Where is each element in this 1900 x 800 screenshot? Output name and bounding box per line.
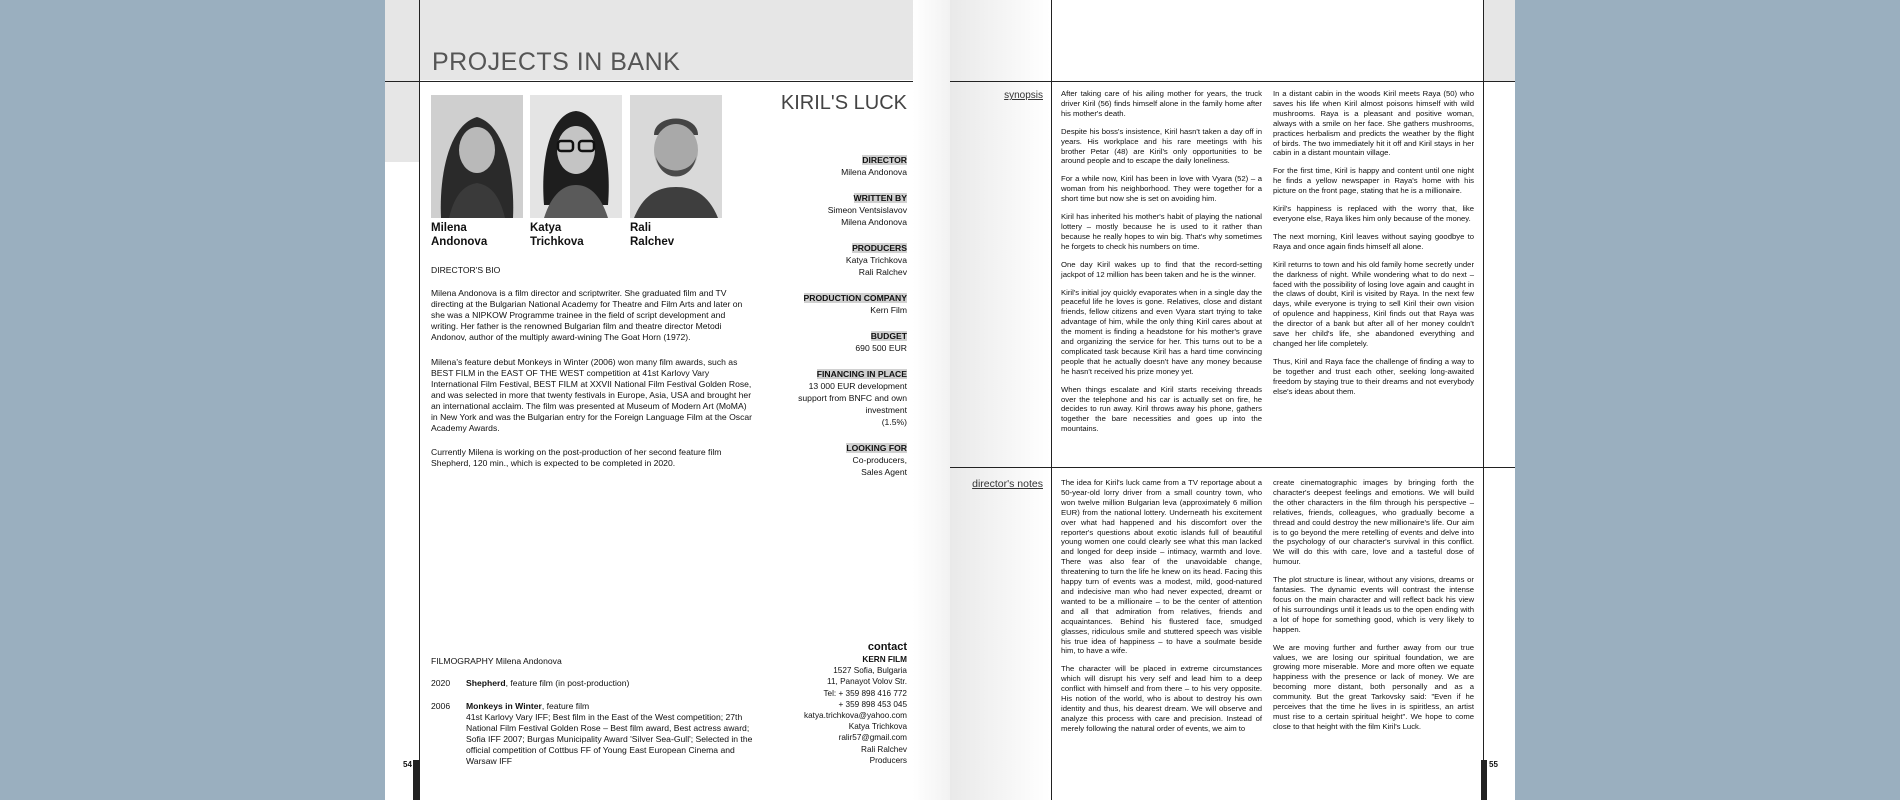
- person-first-name: Milena: [431, 222, 467, 234]
- looking-for-line: Co-producers,: [852, 455, 907, 465]
- contact-line: + 359 898 453 045: [838, 699, 907, 709]
- synopsis-paragraph: Kiril's initial joy quickly evaporates when in a single day the peaceful life he loves is gone. Relatives, close and distant friends, fellow citizens and even Vyara start trying to take advantage of him, while the only thing Kiril cares about at the moment is finding a headstone for his mother's grave and organizing the service for her. This turns out to be a complicated task because Kiril has a hard time convincing people that he actually doesn't have any money because he hasn't received his prize money yet.: [1061, 287, 1262, 376]
- contact-email[interactable]: katya.trichkova@yahoo.com: [804, 711, 907, 721]
- looking-for-line: Sales Agent: [861, 467, 907, 477]
- person-last-name: Trichkova: [530, 236, 584, 248]
- portrait-photo-katya: [530, 95, 622, 218]
- synopsis-paragraph: In a distant cabin in the woods Kiril meets Raya (50) who saves his life when Kiril almost poisons himself with wild mushrooms. Raya is a pleasant and positive woman, always with a smile on her face. She gathers mushrooms, practices herbalism and predicts the weather by the flight of birds. The two immediately hit it off and Kiril stays in her cabin in a distant mountain village.: [1273, 89, 1474, 158]
- director-label: DIRECTOR: [862, 155, 907, 165]
- notes-paragraph: We are moving further and further away from our true values, we are losing our spiritual foundation, we are growing more miserable. More and more often we equate happiness with the presence or lack of money. We are becoming more distant, both personally and as a community. But the great Tarkovsky said: "Even if he perceives that the time he lives in is spiritless, an artist must rise to a certain spiritual height". We hope to come close to that height with the film Kiril's Luck.: [1273, 642, 1474, 731]
- financing-line: (1.5%): [881, 417, 907, 427]
- person-last-name: Andonova: [431, 236, 488, 248]
- portrait-photo-milena: [431, 95, 523, 218]
- director-name: Milena Andonova: [841, 167, 907, 177]
- contact-heading: contact: [867, 641, 907, 653]
- written-by-label: WRITTEN BY: [853, 193, 907, 203]
- person-first-name: Katya: [530, 222, 562, 234]
- looking-for-label: LOOKING FOR: [846, 443, 907, 453]
- header-band-right: [1483, 0, 1515, 82]
- contact-block: [804, 640, 907, 766]
- budget-label: BUDGET: [870, 331, 907, 341]
- financing-label: FINANCING IN PLACE: [816, 369, 907, 379]
- directors-notes-label: director's notes: [972, 478, 1043, 490]
- synopsis-paragraph: When things escalate and Kiril starts receiving threads over the telephone and his car is actually set on fire, he decides to run away. Kiril throws away his phone, gathers together the bare necessities and goes up into the mountains.: [1061, 384, 1262, 434]
- synopsis-label: synopsis: [1004, 90, 1043, 101]
- synopsis-paragraph: Thus, Kiril and Raya face the challenge of finding a way to be together and trust each other, seeking long-awaited freedom by staying true to their dreams and not everybody else's ideas about them.: [1273, 356, 1474, 396]
- synopsis-column-1: [1061, 89, 1262, 442]
- writer-name: Milena Andonova: [841, 217, 907, 227]
- synopsis-paragraph: After taking care of his ailing mother for years, the truck driver Kiril (56) finds himself alone in the family home after his mother's death.: [1061, 89, 1262, 118]
- bio-paragraph-3: Currently Milena is working on the post-production of her second feature film Shepherd, 120 min., which is expected to be completed in 2020.: [431, 447, 722, 468]
- page-number-right: 55: [1489, 760, 1498, 769]
- synopsis-paragraph: Kiril has inherited his mother's habit of playing the national lottery – mostly because he is used to it rather than because he really hopes to win big. That's why sometimes he forgets to check his numbers on time.: [1061, 212, 1262, 251]
- right-corner-bar: [1481, 760, 1487, 800]
- section-rule: [950, 467, 1515, 468]
- synopsis-paragraph: For a while now, Kiril has been in love with Vyara (52) – a woman from his neighborhood. They were together for a short time but now she is set on avoiding him.: [1061, 174, 1262, 204]
- writer-name: Simeon Ventsislavov: [827, 205, 907, 215]
- bio-paragraph-1: Milena Andonova is a film director and scriptwriter. She graduated film and TV directing at the Bulgarian National Academy for Theatre and Film Arts and later on she was a NIPKOW Programme trainee in the field of script development and writing. Her father is the renowned Bulgarian film and theatre director Metodi Andonov, author of the multiply award-wining The Goat Horn (1972).: [431, 288, 743, 342]
- header-band-tab: [385, 80, 419, 162]
- contact-line: Tel: + 359 898 416 772: [823, 688, 907, 698]
- contact-line: Rali Ralchev: [861, 744, 907, 754]
- person-name-1: [431, 221, 487, 249]
- bio-heading: DIRECTOR'S BIO: [431, 265, 501, 275]
- header-rule-right: [950, 81, 1515, 82]
- page-number-left: 54: [403, 760, 412, 769]
- filmography-title: Monkeys in Winter: [466, 701, 542, 711]
- synopsis-paragraph: One day Kiril wakes up to find that the record-setting jackpot of 12 million has been taken and he is the winner.: [1061, 259, 1262, 279]
- person-first-name: Rali: [630, 222, 652, 234]
- contact-line: KERN FILM: [862, 655, 907, 664]
- contact-line: Producers: [869, 755, 907, 765]
- filmography-year: 2006: [431, 701, 451, 711]
- left-margin-rule: [419, 0, 420, 800]
- synopsis-paragraph: For the first time, Kiril is happy and content until one night he finds a yellow newspaper in Raya's home with his picture on the front page, stating that he is a millionaire.: [1273, 166, 1474, 196]
- right-margin-rule: [1483, 0, 1484, 800]
- film-title: KIRIL'S LUCK: [780, 92, 907, 114]
- contact-line: 1527 Sofia, Bulgaria: [833, 666, 907, 676]
- notes-paragraph: The plot structure is linear, without any visions, dreams or fantasies. The dynamic events will contrast the intense focus on the main character and will reflect back his view of his surroundings until it leads us to the open ending with a lot of hope for something good, which is very likely to happen.: [1273, 575, 1474, 634]
- production-company-label: PRODUCTION COMPANY: [803, 293, 907, 303]
- producers-label: PRODUCERS: [852, 243, 907, 253]
- portrait-photo-rali: [630, 95, 722, 218]
- notes-paragraph: create cinematographic images by bringing forth the character's deepest feelings and emotions. We will build the other characters in the film through his perspective – relatives, friends, colleagues, who gradually become a thread and could destroy the new millionaire's life. Our aim is to go beyond the mere retelling of events and delve into the psychology of our character's survival in this conflict. We will do this with care, love and a tasteful dose of humour.: [1273, 478, 1474, 567]
- filmography-type: , feature film: [541, 701, 590, 711]
- person-last-name: Ralchev: [630, 236, 675, 248]
- budget-value: 690 500 EUR: [855, 343, 907, 353]
- synopsis-paragraph: Kiril's happiness is replaced with the worry that, like everyone else, Raya likes him only because of the money.: [1273, 204, 1474, 223]
- contact-line: Katya Trichkova: [848, 722, 907, 732]
- contact-line: 11, Panayot Volov Str.: [827, 677, 907, 687]
- synopsis-paragraph: The next morning, Kiril leaves without saying goodbye to Raya and once again finds himself all alone.: [1273, 231, 1474, 251]
- gutter-left: [913, 0, 950, 800]
- header-rule-left: [385, 81, 913, 82]
- filmography-heading: FILMOGRAPHY Milena Andonova: [431, 656, 562, 666]
- gutter-right: [950, 0, 1050, 800]
- financing-line: support from BNFC and own: [798, 393, 907, 403]
- producer-name: Rali Ralchev: [858, 267, 907, 277]
- left-corner-bar: [413, 760, 419, 800]
- notes-column-2: [1273, 478, 1474, 740]
- filmography-title: Shepherd: [466, 678, 506, 688]
- filmography-type: , feature film (in post-production): [505, 678, 630, 688]
- filmography-entry: [431, 701, 589, 712]
- filmography-year: 2020: [431, 678, 451, 688]
- filmography-details: 41st Karlovy Vary IFF; Best film in the East of the West competition; 27th National Film Festival Golden Rose – Best film award, Best actress award; Sofia IFF 2007; Burgas Municipality Award 'Silver Sea-Gull'; Selected in the official competition of Cottbus FF of Young East European Cinema and Warsaw IFF: [466, 712, 753, 766]
- filmography-entry: [431, 678, 629, 689]
- person-name-3: [630, 221, 674, 249]
- person-name-2: [530, 221, 584, 249]
- notes-paragraph: The idea for Kiril's luck came from a TV reportage about a 50-year-old lorry driver from a small country town, who won twelve million Bulgarian leva (approximately 6 million EUR) from the national lottery. Underneath his excitement over what had happened and his discomfort over the reporter's questions about exotic islands full of beautiful young women one could clearly see what this man lacked and longed for deep inside – intimacy, warmth and love. There was also fear of the unavoidable change, threatening to turn the life he knew on its head. Facing this happy turn of events was a modest, mild, good-natured and indecisive man who had never expected, dreamt or wanted to be a millionaire – to be the center of attention and all that admiration from relatives, friends and acquaintances. Behind his flustered face, smudged glasses, ridiculous smile and stuttered speech was visible his true idea of happiness – to have a soulmate beside him, to have a wife.: [1061, 478, 1262, 656]
- synopsis-paragraph: Despite his boss's insistence, Kiril hasn't taken a day off in years. His workplace and his rare meetings with his brother Petar (48) are Kiril's only opportunities to be around people and to escape the daily loneliness.: [1061, 126, 1262, 166]
- notes-column-1: [1061, 478, 1262, 742]
- synopsis-paragraph: Kiril returns to town and his old family home secretly under the darkness of night. While wondering what to do next – faced with the possibility of losing love again and caught in the claws of doubt, Kiril is visited by Raya. In the next few days, while everyone is trying to sell Kiril their own vision of opulence and happiness, Kiril finds out that Raya was the director of a bank but after all of her money couldn't save her child's life, she abandoned everything and changed her life completely.: [1273, 259, 1474, 348]
- bio-paragraph-2: Milena's feature debut Monkeys in Winter (2006) won many film awards, such as BEST FILM in the EAST OF THE WEST competition at 41st Karlovy Vary International Film Festival, BEST FILM at XXVII National Film Festival Golden Rose, and was selected in more that twenty festivals in Europe, Asia, USA and brought her an international acclaim. The film was presented at Museum of Modern Art (MoMA) in New York and was the Bulgarian entry for the Foreign Language Film at the Oscar Academy Awards.: [431, 357, 753, 433]
- synopsis-column-2: [1273, 89, 1474, 404]
- financing-line: investment: [865, 405, 907, 415]
- label-column-rule: [1051, 0, 1052, 800]
- page-title: PROJECTS IN BANK: [432, 48, 681, 76]
- production-company: Kern Film: [870, 305, 907, 315]
- credits-block: [798, 154, 907, 478]
- financing-line: 13 000 EUR development: [808, 381, 907, 391]
- producer-name: Katya Trichkova: [845, 255, 907, 265]
- contact-email[interactable]: ralir57@gmail.com: [838, 733, 907, 743]
- notes-paragraph: The character will be placed in extreme circumstances which will disrupt his very self and lead him to a deep conflict with himself and from there – to his very opposite. His notion of the world, who is about to destroy his own identity and thus, his dearest dream. We will observe and analyze this process with care and precision. Instead of merely following the natural order of events, we aim to: [1061, 664, 1262, 733]
